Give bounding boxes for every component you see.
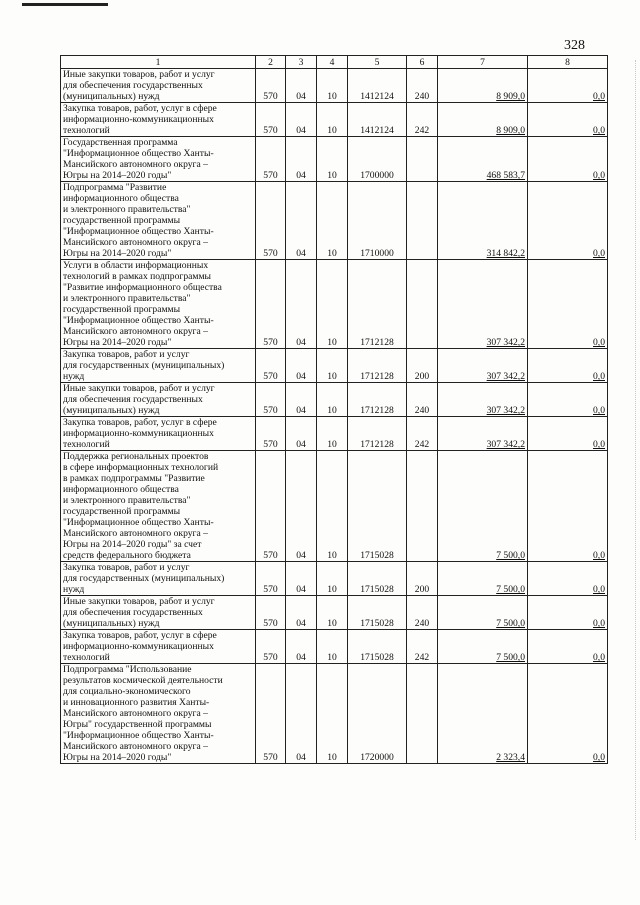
cell-target-item: 1715028 — [348, 596, 407, 630]
item-name-line: Поддержка региональных проектов — [63, 451, 209, 462]
cell-expense-type: 242 — [407, 103, 438, 137]
item-name-line: для обеспечения государственных — [63, 607, 203, 618]
cell-section: 04 — [286, 260, 317, 349]
cell-admin-code: 570 — [256, 664, 286, 764]
item-name-line: технологий — [63, 439, 110, 450]
cell-target-item: 1710000 — [348, 182, 407, 260]
cell-amount: 307 342,2 — [438, 260, 528, 349]
cell-expense-type: 200 — [407, 349, 438, 383]
cell-expense-type: 200 — [407, 562, 438, 596]
cell-amount: 468 583,7 — [438, 137, 528, 182]
cell-section: 04 — [286, 103, 317, 137]
budget-table — [60, 55, 608, 764]
cell-section: 04 — [286, 562, 317, 596]
cell-target-item: 1712128 — [348, 417, 407, 451]
cell-expense-type: 242 — [407, 417, 438, 451]
header-col-5: 5 — [348, 56, 407, 69]
cell-expense-type — [407, 664, 438, 764]
cell-subsection: 10 — [317, 69, 348, 103]
item-name-line: Мансийского автономного округа – — [63, 237, 208, 248]
cell-amount: 7 500,0 — [438, 630, 528, 664]
table-row — [61, 182, 608, 260]
item-name-line: для государственных (муниципальных) — [63, 360, 225, 371]
cell-item-name — [61, 664, 256, 764]
item-name-line: технологий — [63, 652, 110, 663]
item-name-line: информационно-коммуникационных — [63, 114, 214, 125]
cell-item-name — [61, 630, 256, 664]
top-edge-bar — [22, 3, 108, 6]
cell-target-item: 1412124 — [348, 103, 407, 137]
item-name-line: (муниципальных) нужд — [63, 91, 160, 102]
item-name-line: для государственных (муниципальных) — [63, 573, 225, 584]
item-name-line: Мансийского автономного округа – — [63, 528, 208, 539]
cell-amount: 307 342,2 — [438, 383, 528, 417]
item-name-line: государственной программы — [63, 506, 181, 517]
cell-item-name — [61, 596, 256, 630]
cell-section: 04 — [286, 630, 317, 664]
cell-target-item: 1712128 — [348, 260, 407, 349]
item-name-line: и инновационного развития Ханты- — [63, 697, 210, 708]
table-row — [61, 562, 608, 596]
cell-item-name — [61, 417, 256, 451]
cell-amount-2: 0,0 — [528, 349, 608, 383]
item-name-line: технологий в рамках подпрограммы — [63, 271, 211, 282]
cell-subsection: 10 — [317, 596, 348, 630]
cell-subsection: 10 — [317, 103, 348, 137]
cell-target-item: 1715028 — [348, 562, 407, 596]
cell-subsection: 10 — [317, 260, 348, 349]
table-row — [61, 664, 608, 764]
item-name-line: Подпрограмма "Развитие — [63, 182, 167, 193]
table-row — [61, 260, 608, 349]
cell-admin-code: 570 — [256, 451, 286, 562]
cell-subsection: 10 — [317, 664, 348, 764]
cell-target-item: 1712128 — [348, 349, 407, 383]
item-name-line: Мансийского автономного округа – — [63, 708, 208, 719]
item-name-line: "Информационное общество Ханты- — [63, 315, 214, 326]
cell-subsection: 10 — [317, 562, 348, 596]
cell-amount-2: 0,0 — [528, 383, 608, 417]
cell-section: 04 — [286, 451, 317, 562]
item-name-line: информационно-коммуникационных — [63, 641, 214, 652]
cell-item-name — [61, 260, 256, 349]
table-row — [61, 103, 608, 137]
cell-expense-type: 242 — [407, 630, 438, 664]
item-name-line: Югры на 2014–2020 годы" — [63, 248, 172, 259]
cell-item-name — [61, 137, 256, 182]
cell-amount-2: 0,0 — [528, 664, 608, 764]
cell-target-item: 1715028 — [348, 630, 407, 664]
cell-target-item: 1700000 — [348, 137, 407, 182]
item-name-line: нужд — [63, 584, 85, 595]
header-col-8: 8 — [528, 56, 608, 69]
item-name-line: Иные закупки товаров, работ и услуг — [63, 383, 215, 394]
item-name-line: Мансийского автономного округа – — [63, 326, 208, 337]
header-col-1: 1 — [61, 56, 256, 69]
cell-expense-type: 240 — [407, 383, 438, 417]
page-number: 328 — [564, 38, 585, 53]
item-name-line: (муниципальных) нужд — [63, 405, 160, 416]
item-name-line: Иные закупки товаров, работ и услуг — [63, 69, 215, 80]
item-name-line: и электронного правительства" — [63, 293, 191, 304]
cell-item-name — [61, 349, 256, 383]
cell-subsection: 10 — [317, 630, 348, 664]
item-name-line: нужд — [63, 371, 85, 382]
cell-item-name — [61, 562, 256, 596]
item-name-line: Подпрограмма "Использование — [63, 664, 192, 675]
item-name-line: для обеспечения государственных — [63, 80, 203, 91]
scan-edge-marks — [634, 60, 636, 840]
table-row — [61, 417, 608, 451]
cell-admin-code: 570 — [256, 69, 286, 103]
cell-admin-code: 570 — [256, 182, 286, 260]
cell-admin-code: 570 — [256, 417, 286, 451]
table-row — [61, 383, 608, 417]
item-name-line: государственной программы — [63, 304, 181, 315]
cell-amount-2: 0,0 — [528, 417, 608, 451]
cell-amount-2: 0,0 — [528, 630, 608, 664]
cell-admin-code: 570 — [256, 103, 286, 137]
cell-amount-2: 0,0 — [528, 562, 608, 596]
item-name-line: Государственная программа — [63, 137, 178, 148]
cell-section: 04 — [286, 664, 317, 764]
cell-amount: 7 500,0 — [438, 596, 528, 630]
cell-amount: 8 909,0 — [438, 69, 528, 103]
item-name-line: "Развитие информационного общества — [63, 282, 222, 293]
cell-amount: 7 500,0 — [438, 451, 528, 562]
item-name-line: "Информационное общество Ханты- — [63, 148, 214, 159]
cell-admin-code: 570 — [256, 137, 286, 182]
cell-admin-code: 570 — [256, 596, 286, 630]
item-name-line: Закупка товаров, работ и услуг — [63, 349, 190, 360]
item-name-line: Мансийского автономного округа – — [63, 741, 208, 752]
cell-subsection: 10 — [317, 383, 348, 417]
item-name-line: информационно-коммуникационных — [63, 428, 214, 439]
cell-expense-type — [407, 451, 438, 562]
item-name-line: Мансийского автономного округа – — [63, 159, 208, 170]
cell-admin-code: 570 — [256, 383, 286, 417]
table-row — [61, 137, 608, 182]
cell-subsection: 10 — [317, 451, 348, 562]
cell-item-name — [61, 383, 256, 417]
cell-amount: 2 323,4 — [438, 664, 528, 764]
item-name-line: средств федерального бюджета — [63, 550, 191, 561]
item-name-line: результатов космической деятельности — [63, 675, 223, 686]
cell-section: 04 — [286, 137, 317, 182]
item-name-line: "Информационное общество Ханты- — [63, 517, 214, 528]
cell-amount-2: 0,0 — [528, 103, 608, 137]
item-name-line: Услуги в области информационных — [63, 260, 209, 271]
cell-expense-type — [407, 182, 438, 260]
cell-amount-2: 0,0 — [528, 451, 608, 562]
cell-section: 04 — [286, 349, 317, 383]
item-name-line: для социально-экономического — [63, 686, 191, 697]
cell-admin-code: 570 — [256, 630, 286, 664]
item-name-line: и электронного правительства" — [63, 204, 191, 215]
item-name-line: Югры на 2014–2020 годы" — [63, 337, 172, 348]
cell-item-name — [61, 182, 256, 260]
header-col-3: 3 — [286, 56, 317, 69]
item-name-line: в сфере информационных технологий — [63, 462, 219, 473]
cell-amount: 7 500,0 — [438, 562, 528, 596]
table-row — [61, 349, 608, 383]
cell-section: 04 — [286, 596, 317, 630]
cell-item-name — [61, 451, 256, 562]
item-name-line: в рамках подпрограммы "Развитие — [63, 473, 205, 484]
cell-admin-code: 570 — [256, 260, 286, 349]
cell-amount: 314 842,2 — [438, 182, 528, 260]
cell-amount: 307 342,2 — [438, 349, 528, 383]
header-col-6: 6 — [407, 56, 438, 69]
cell-admin-code: 570 — [256, 349, 286, 383]
table-row — [61, 69, 608, 103]
table-row — [61, 451, 608, 562]
header-col-2: 2 — [256, 56, 286, 69]
item-name-line: информационного общества — [63, 484, 179, 495]
header-row — [61, 56, 608, 69]
item-name-line: информационного общества — [63, 193, 179, 204]
cell-section: 04 — [286, 182, 317, 260]
item-name-line: Закупка товаров, работ, услуг в сфере — [63, 103, 217, 114]
cell-target-item: 1715028 — [348, 451, 407, 562]
item-name-line: и электронного правительства" — [63, 495, 191, 506]
table-row — [61, 596, 608, 630]
item-name-line: государственной программы — [63, 215, 181, 226]
item-name-line: Иные закупки товаров, работ и услуг — [63, 596, 215, 607]
item-name-line: Закупка товаров, работ, услуг в сфере — [63, 630, 217, 641]
item-name-line: "Информационное общество Ханты- — [63, 226, 214, 237]
cell-amount-2: 0,0 — [528, 182, 608, 260]
cell-amount-2: 0,0 — [528, 596, 608, 630]
cell-section: 04 — [286, 383, 317, 417]
cell-target-item: 1712128 — [348, 383, 407, 417]
cell-subsection: 10 — [317, 182, 348, 260]
item-name-line: Югры на 2014–2020 годы" — [63, 170, 172, 181]
cell-expense-type — [407, 137, 438, 182]
item-name-line: "Информационное общество Ханты- — [63, 730, 214, 741]
item-name-line: Югры" государственной программы — [63, 719, 212, 730]
cell-expense-type: 240 — [407, 69, 438, 103]
cell-subsection: 10 — [317, 137, 348, 182]
item-name-line: Закупка товаров, работ, услуг в сфере — [63, 417, 217, 428]
cell-item-name — [61, 103, 256, 137]
item-name-line: Закупка товаров, работ и услуг — [63, 562, 190, 573]
item-name-line: для обеспечения государственных — [63, 394, 203, 405]
cell-amount-2: 0,0 — [528, 260, 608, 349]
table-row — [61, 630, 608, 664]
cell-amount: 307 342,2 — [438, 417, 528, 451]
table-body — [61, 69, 608, 764]
cell-amount: 8 909,0 — [438, 103, 528, 137]
cell-admin-code: 570 — [256, 562, 286, 596]
cell-section: 04 — [286, 417, 317, 451]
cell-expense-type — [407, 260, 438, 349]
header-col-4: 4 — [317, 56, 348, 69]
header-col-7: 7 — [438, 56, 528, 69]
cell-target-item: 1412124 — [348, 69, 407, 103]
item-name-line: Югры на 2014–2020 годы" за счет — [63, 539, 202, 550]
cell-item-name — [61, 69, 256, 103]
cell-amount-2: 0,0 — [528, 137, 608, 182]
cell-expense-type: 240 — [407, 596, 438, 630]
cell-section: 04 — [286, 69, 317, 103]
item-name-line: Югры на 2014–2020 годы" — [63, 752, 172, 763]
item-name-line: (муниципальных) нужд — [63, 618, 160, 629]
item-name-line: технологий — [63, 125, 110, 136]
cell-target-item: 1720000 — [348, 664, 407, 764]
cell-subsection: 10 — [317, 417, 348, 451]
cell-amount-2: 0,0 — [528, 69, 608, 103]
cell-subsection: 10 — [317, 349, 348, 383]
